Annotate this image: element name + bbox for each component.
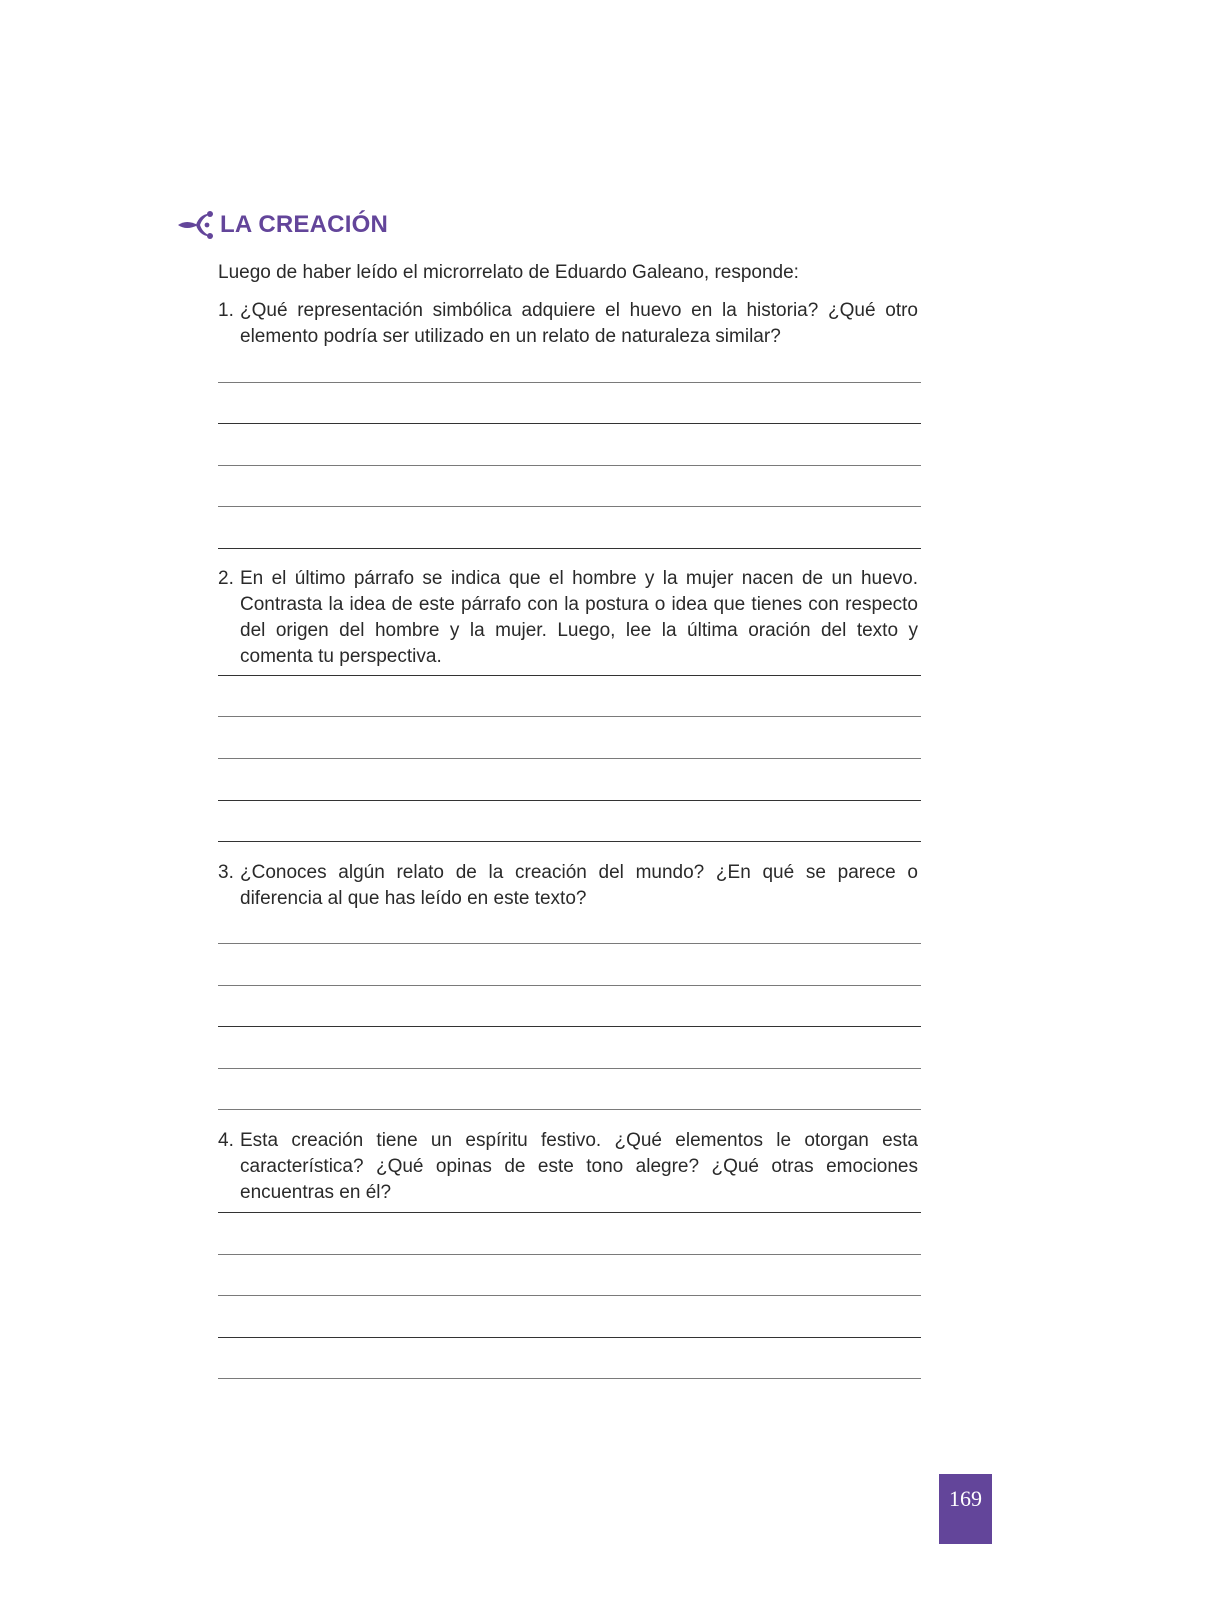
answer-line[interactable] [218, 1337, 921, 1338]
question-number: 3. [218, 862, 234, 883]
question-2 [218, 566, 918, 670]
answer-line[interactable] [218, 943, 921, 944]
answer-line[interactable] [218, 716, 921, 717]
question-text: ¿Qué representación simbólica adquiere el huevo en la historia? ¿Qué otro elemento podría ser utilizado en un relato de naturaleza similar? [240, 300, 918, 347]
answer-line[interactable] [218, 675, 921, 676]
question-text: Esta creación tiene un espíritu festivo. ¿Qué elementos le otorgan esta característica? ¿Qué opinas de este tono alegre? ¿Qué otras emociones encuentras en él? [240, 1130, 918, 1203]
question-number: 4. [218, 1130, 234, 1151]
answer-line[interactable] [218, 1378, 921, 1379]
page-number-badge [939, 1474, 992, 1544]
answer-line[interactable] [218, 1026, 921, 1027]
answer-line[interactable] [218, 548, 921, 549]
answer-line[interactable] [218, 382, 921, 383]
answer-line[interactable] [218, 1212, 921, 1213]
answer-line[interactable] [218, 423, 921, 424]
question-number: 1. [218, 300, 234, 321]
answer-line[interactable] [218, 800, 921, 801]
page-number: 169 [949, 1486, 982, 1511]
section-title: LA CREACIÓN [220, 211, 388, 238]
section-heading [176, 208, 388, 242]
question-text: ¿Conoces algún relato de la creación del mundo? ¿En qué se parece o diferencia al que has leído en este texto? [240, 862, 918, 909]
answer-line[interactable] [218, 841, 921, 842]
answer-line[interactable] [218, 1254, 921, 1255]
question-text: En el último párrafo se indica que el hombre y la mujer nacen de un huevo. Contrasta la idea de este párrafo con la postura o idea que tienes con respecto del origen del hombre y la mujer. Luego, lee la última oración del texto y comenta tu perspectiva. [240, 568, 918, 667]
answer-line[interactable] [218, 1109, 921, 1110]
question-number: 2. [218, 568, 234, 589]
question-1 [218, 298, 918, 350]
answer-line[interactable] [218, 465, 921, 466]
answer-line[interactable] [218, 1295, 921, 1296]
answer-line[interactable] [218, 506, 921, 507]
question-4 [218, 1128, 918, 1206]
intro-instruction: Luego de haber leído el microrrelato de Eduardo Galeano, responde: [218, 262, 799, 283]
fleur-ornament-icon [176, 208, 216, 242]
answer-line[interactable] [218, 758, 921, 759]
answer-line[interactable] [218, 1068, 921, 1069]
answer-line[interactable] [218, 985, 921, 986]
question-3 [218, 860, 918, 912]
